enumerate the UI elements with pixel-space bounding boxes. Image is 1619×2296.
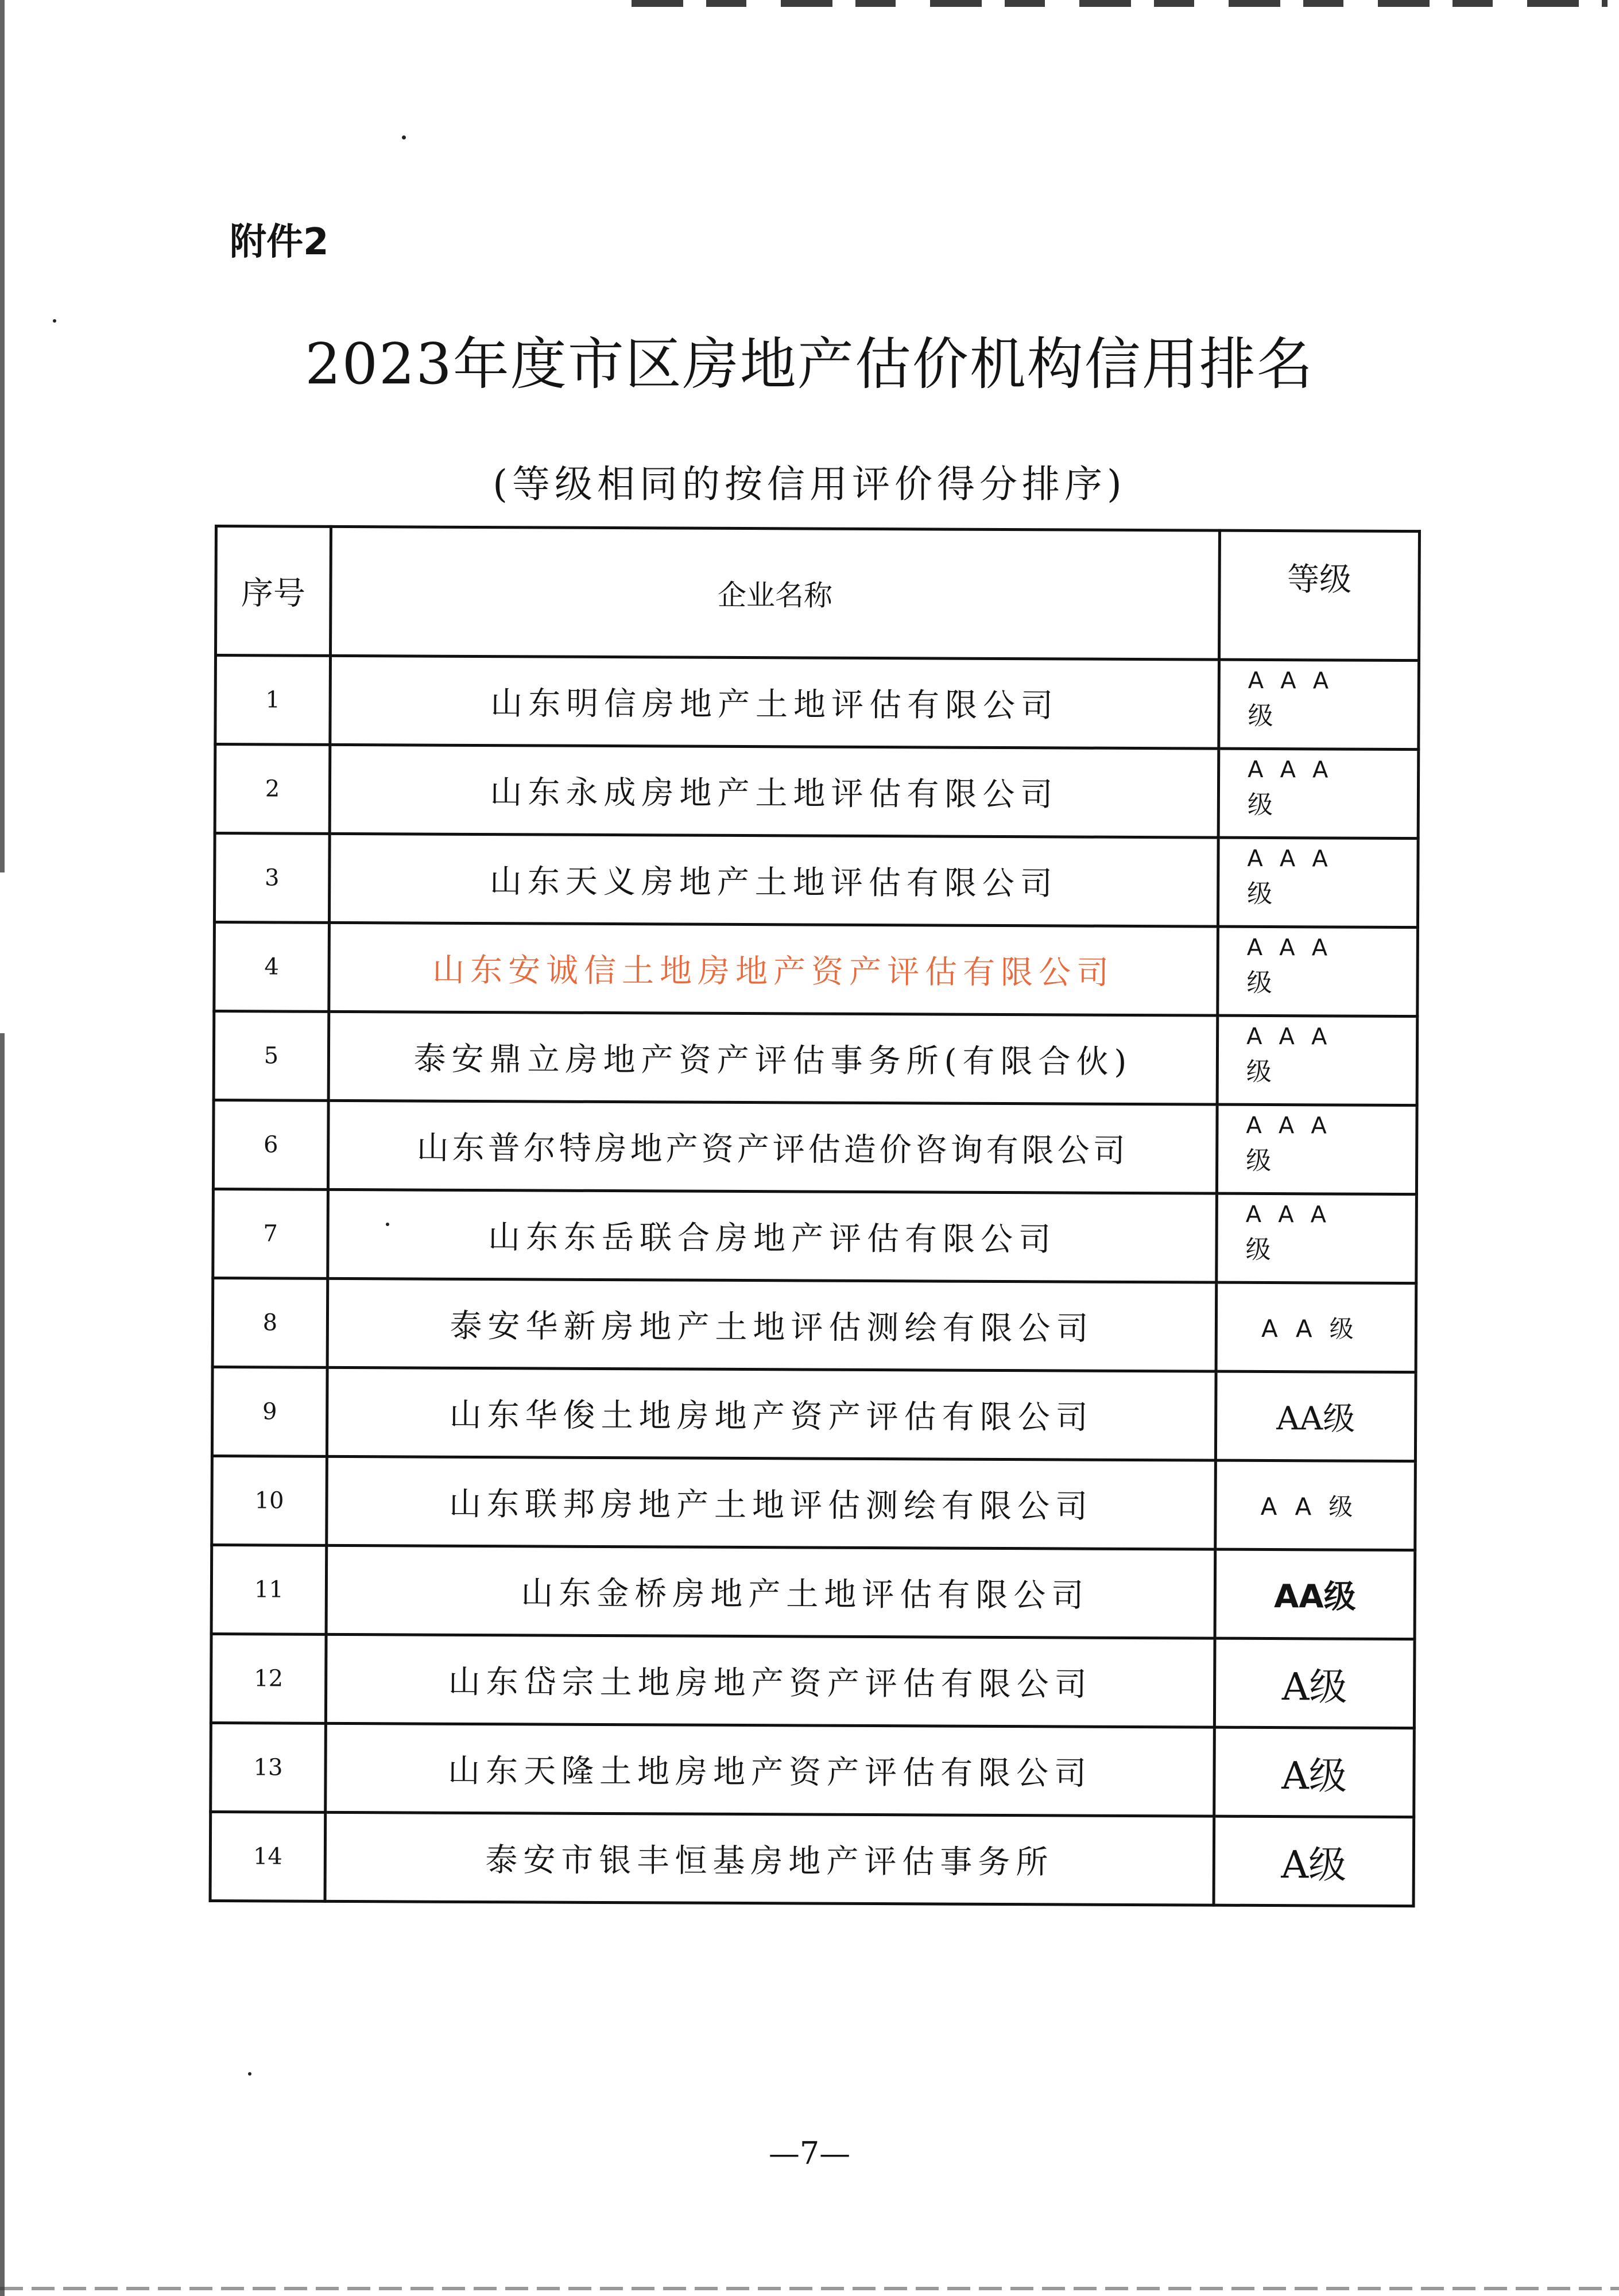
grade-letters: AAA	[1246, 934, 1344, 961]
grade-cell	[1214, 1727, 1415, 1817]
scan-speck	[402, 135, 406, 139]
header-grade: 等级	[1219, 530, 1419, 661]
table-row	[213, 1100, 1417, 1194]
company-name: 山东联邦房地产土地评估测绘有限公司	[327, 1456, 1216, 1549]
grade-letters: AAA	[1248, 667, 1345, 695]
grade-suffix: 级	[1248, 701, 1273, 731]
document-title: 2023年度市区房地产估价机构信用排名	[305, 332, 1314, 397]
grade-value: A级	[1281, 1842, 1347, 1887]
table-row	[214, 833, 1418, 928]
grade-value: AA级	[1261, 1314, 1371, 1343]
company-name: 山东普尔特房地产资产评估造价咨询有限公司	[328, 1100, 1217, 1193]
company-name: 山东明信房地产土地评估有限公司	[330, 656, 1219, 748]
row-number: 13	[211, 1723, 326, 1812]
row-number: 14	[210, 1812, 326, 1901]
scan-edge-top	[632, 0, 1608, 7]
grade-cell	[1216, 1282, 1416, 1372]
company-name: 泰安华新房地产土地评估测绘有限公司	[327, 1278, 1217, 1371]
row-number: 7	[213, 1189, 328, 1279]
grade-value: A级	[1281, 1664, 1347, 1709]
grade-cell	[1219, 660, 1419, 750]
row-number: 9	[212, 1367, 327, 1456]
grade-value: AA级	[1276, 1400, 1355, 1438]
table-row	[214, 922, 1418, 1017]
company-name: 山东东岳联合房地产评估有限公司	[328, 1189, 1217, 1282]
credit-ranking-table	[209, 525, 1421, 1907]
grade-letters: AAA	[1247, 845, 1344, 872]
grade-value: A级	[1281, 1753, 1347, 1798]
grade-suffix: 级	[1247, 879, 1273, 909]
table-row	[212, 1367, 1416, 1461]
grade-cell	[1215, 1549, 1415, 1639]
grade-cell	[1215, 1371, 1416, 1461]
attachment-label: 附件2	[230, 221, 329, 263]
grade-suffix: 级	[1247, 790, 1273, 820]
row-number: 6	[213, 1100, 328, 1190]
scan-speck	[248, 2072, 251, 2076]
company-name: 山东华俊土地房地产资产评估有限公司	[327, 1367, 1216, 1460]
grade-cell	[1218, 748, 1419, 839]
row-number: 3	[214, 833, 330, 923]
table-row	[213, 1189, 1417, 1283]
grade-letters: AAA	[1245, 1201, 1343, 1228]
table-row	[211, 1634, 1415, 1728]
grade-suffix: 级	[1246, 1146, 1272, 1176]
header-serial-number: 序号	[216, 526, 331, 656]
scan-edge-bottom	[0, 2287, 1619, 2290]
grade-suffix: 级	[1246, 1057, 1272, 1087]
grade-cell	[1217, 1015, 1417, 1106]
table-row	[211, 1723, 1415, 1817]
grade-value: AA级	[1273, 1578, 1356, 1616]
company-name: 山东永成房地产土地评估有限公司	[330, 744, 1219, 837]
row-number: 11	[211, 1545, 327, 1634]
grade-cell	[1218, 837, 1418, 928]
company-name: 泰安鼎立房地产资产评估事务所(有限合伙)	[328, 1011, 1218, 1104]
company-name: 山东天隆土地房地产资产评估有限公司	[326, 1723, 1215, 1816]
company-name: 山东岱宗土地房地产资产评估有限公司	[326, 1634, 1215, 1727]
grade-cell	[1218, 926, 1418, 1017]
grade-cell	[1214, 1816, 1414, 1906]
page-number: —7—	[768, 2135, 851, 2171]
company-name: 泰安市银丰恒基房地产评估事务所	[325, 1812, 1214, 1905]
grade-cell	[1214, 1638, 1415, 1728]
grade-cell	[1217, 1104, 1417, 1194]
table-header-row	[216, 526, 1420, 661]
row-number: 4	[214, 922, 330, 1012]
document-subtitle: (等级相同的按信用评价得分排序)	[493, 462, 1126, 506]
row-number: 2	[215, 744, 330, 834]
table-row	[212, 1278, 1416, 1372]
table-row	[214, 1011, 1417, 1106]
grade-suffix: 级	[1245, 1235, 1271, 1265]
grade-value: AA级	[1260, 1492, 1370, 1521]
row-number: 8	[212, 1278, 328, 1367]
company-name: 山东金桥房地产土地评估有限公司	[326, 1545, 1215, 1638]
grade-letters: AAA	[1246, 1023, 1343, 1050]
table-row	[212, 1456, 1416, 1550]
table-row	[211, 1545, 1415, 1639]
table-row	[210, 1812, 1414, 1906]
row-number: 12	[211, 1634, 326, 1723]
grade-letters: AAA	[1248, 756, 1345, 784]
table-row	[215, 744, 1419, 839]
scan-speck	[53, 319, 56, 323]
company-name: 山东天义房地产土地评估有限公司	[329, 833, 1218, 926]
company-name-highlighted: 山东安诚信土地房地产资产评估有限公司	[329, 922, 1218, 1015]
grade-cell	[1215, 1460, 1416, 1550]
table-row	[215, 656, 1419, 750]
grade-letters: AAA	[1246, 1112, 1343, 1139]
grade-suffix: 级	[1246, 968, 1272, 998]
row-number: 10	[212, 1456, 327, 1545]
grade-cell	[1217, 1193, 1417, 1283]
header-company-name: 企业名称	[331, 526, 1220, 660]
row-number: 5	[214, 1011, 329, 1101]
row-number: 1	[215, 656, 331, 745]
